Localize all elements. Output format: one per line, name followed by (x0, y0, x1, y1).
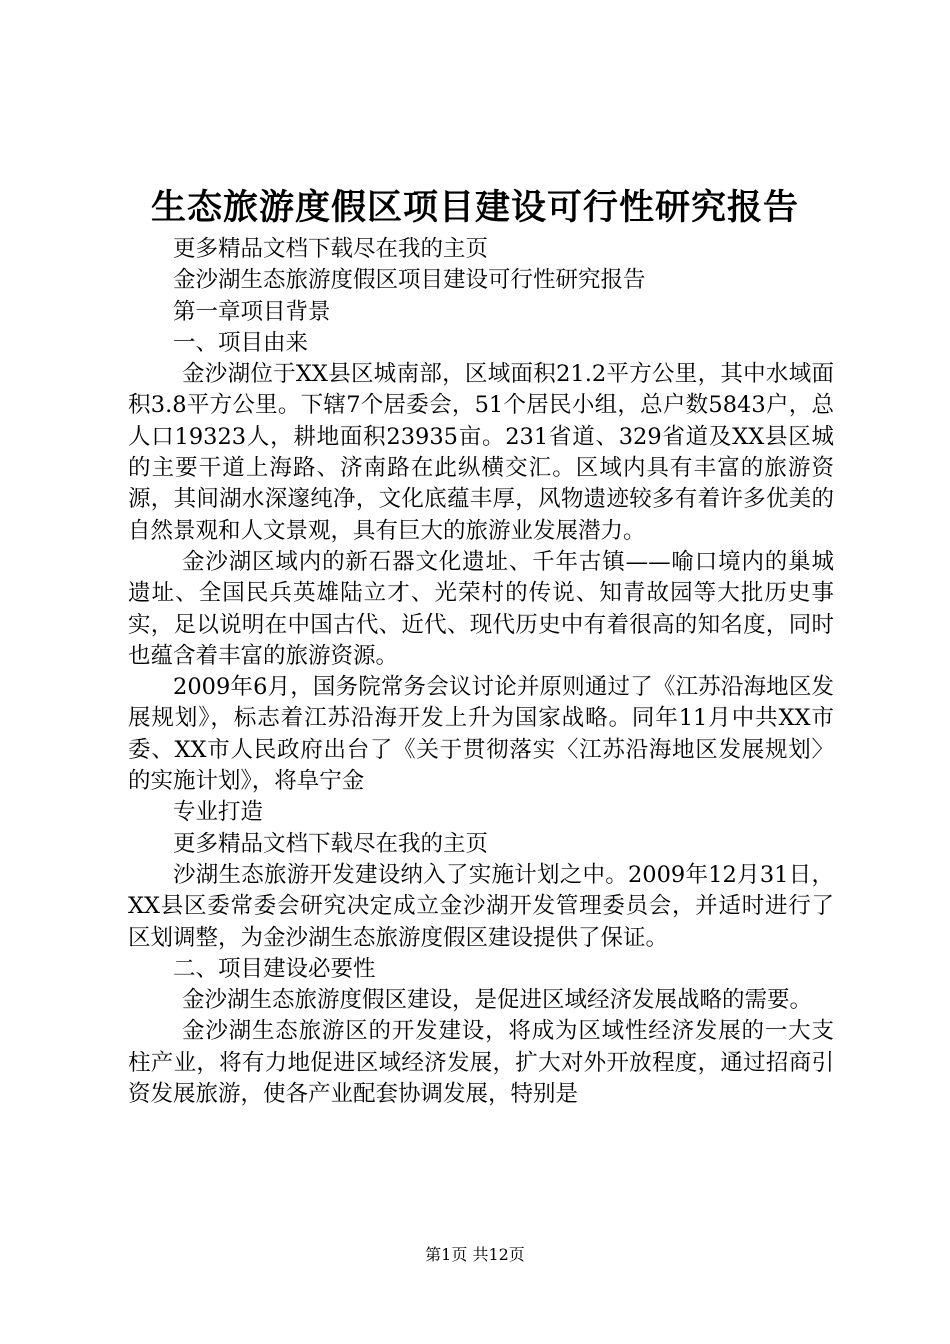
paragraph-body: 金沙湖生态旅游区的开发建设，将成为区域性经济发展的一大支柱产业，将有力地促进区域经济发展，扩大对外开放程度，通过招商引资发展旅游，使各产业配套协调发展，特别是 (128, 1018, 834, 1108)
paragraph-header-note: 更多精品文档下载尽在我的主页 (173, 236, 489, 262)
paragraph-body: 金沙湖位于XX县区城南部，区域面积21.2平方公里，其中水域面积3.8平方公里。下辖7个居委会，51个居民小组，总户数5843户，总人口19323人，耕地面积23935亩。231省道、329省道及XX县区城的主要干道上海路、济南路在此纵横交汇。区域内具有丰富的旅游资源，其间湖水深邃纯净，文化底蕴丰厚，风物遗迹较多有着许多优美的自然景观和人文景观，具有巨大的旅游业发展潜力。 (128, 361, 834, 544)
paragraph-report-name: 金沙湖生态旅游度假区项目建设可行性研究报告 (173, 267, 646, 294)
paragraph-watermark-note: 专业打造 (173, 799, 264, 826)
paragraph-body: 金沙湖区域内的新石器文化遗址、千年古镇——喻口境内的巢城遗址、全国民兵英雄陆立才、光荣村的传说、知青故园等大批历史事实，足以说明在中国古代、近代、现代历史中有着很高的知名度，同时也蕴含着丰富的旅游资源。 (128, 548, 834, 669)
paragraph-section-heading: 二、项目建设必要性 (173, 955, 376, 982)
document-title: 生态旅游度假区项目建设可行性研究报告 (150, 187, 799, 228)
paragraph-section-heading: 一、项目由来 (173, 329, 309, 356)
paragraph-chapter-heading: 第一章项目背景 (173, 298, 331, 325)
paragraph-header-note: 更多精品文档下载尽在我的主页 (173, 830, 489, 857)
paragraph-body: 2009年6月，国务院常务会议讨论并原则通过了《江苏沿海地区发展规划》，标志着江苏沿海开发上升为国家战略。同年11月中共XX市委、XX市人民政府出台了《关于贯彻落实〈江苏沿海地区发展规划〉的实施计划》，将阜宁金 (128, 674, 834, 795)
paragraph-body: 沙湖生态旅游开发建设纳入了实施计划之中。2009年12月31日，XX县区委常委会研究决定成立金沙湖开发管理委员会，并适时进行了区划调整，为金沙湖生态旅游度假区建设提供了保证。 (128, 861, 834, 951)
paragraph-body: 金沙湖生态旅游度假区建设，是促进区域经济发展战略的需要。 (182, 987, 813, 1014)
page-number-footer: 第1页 共12页 (425, 1245, 525, 1264)
document-body (128, 234, 834, 1110)
